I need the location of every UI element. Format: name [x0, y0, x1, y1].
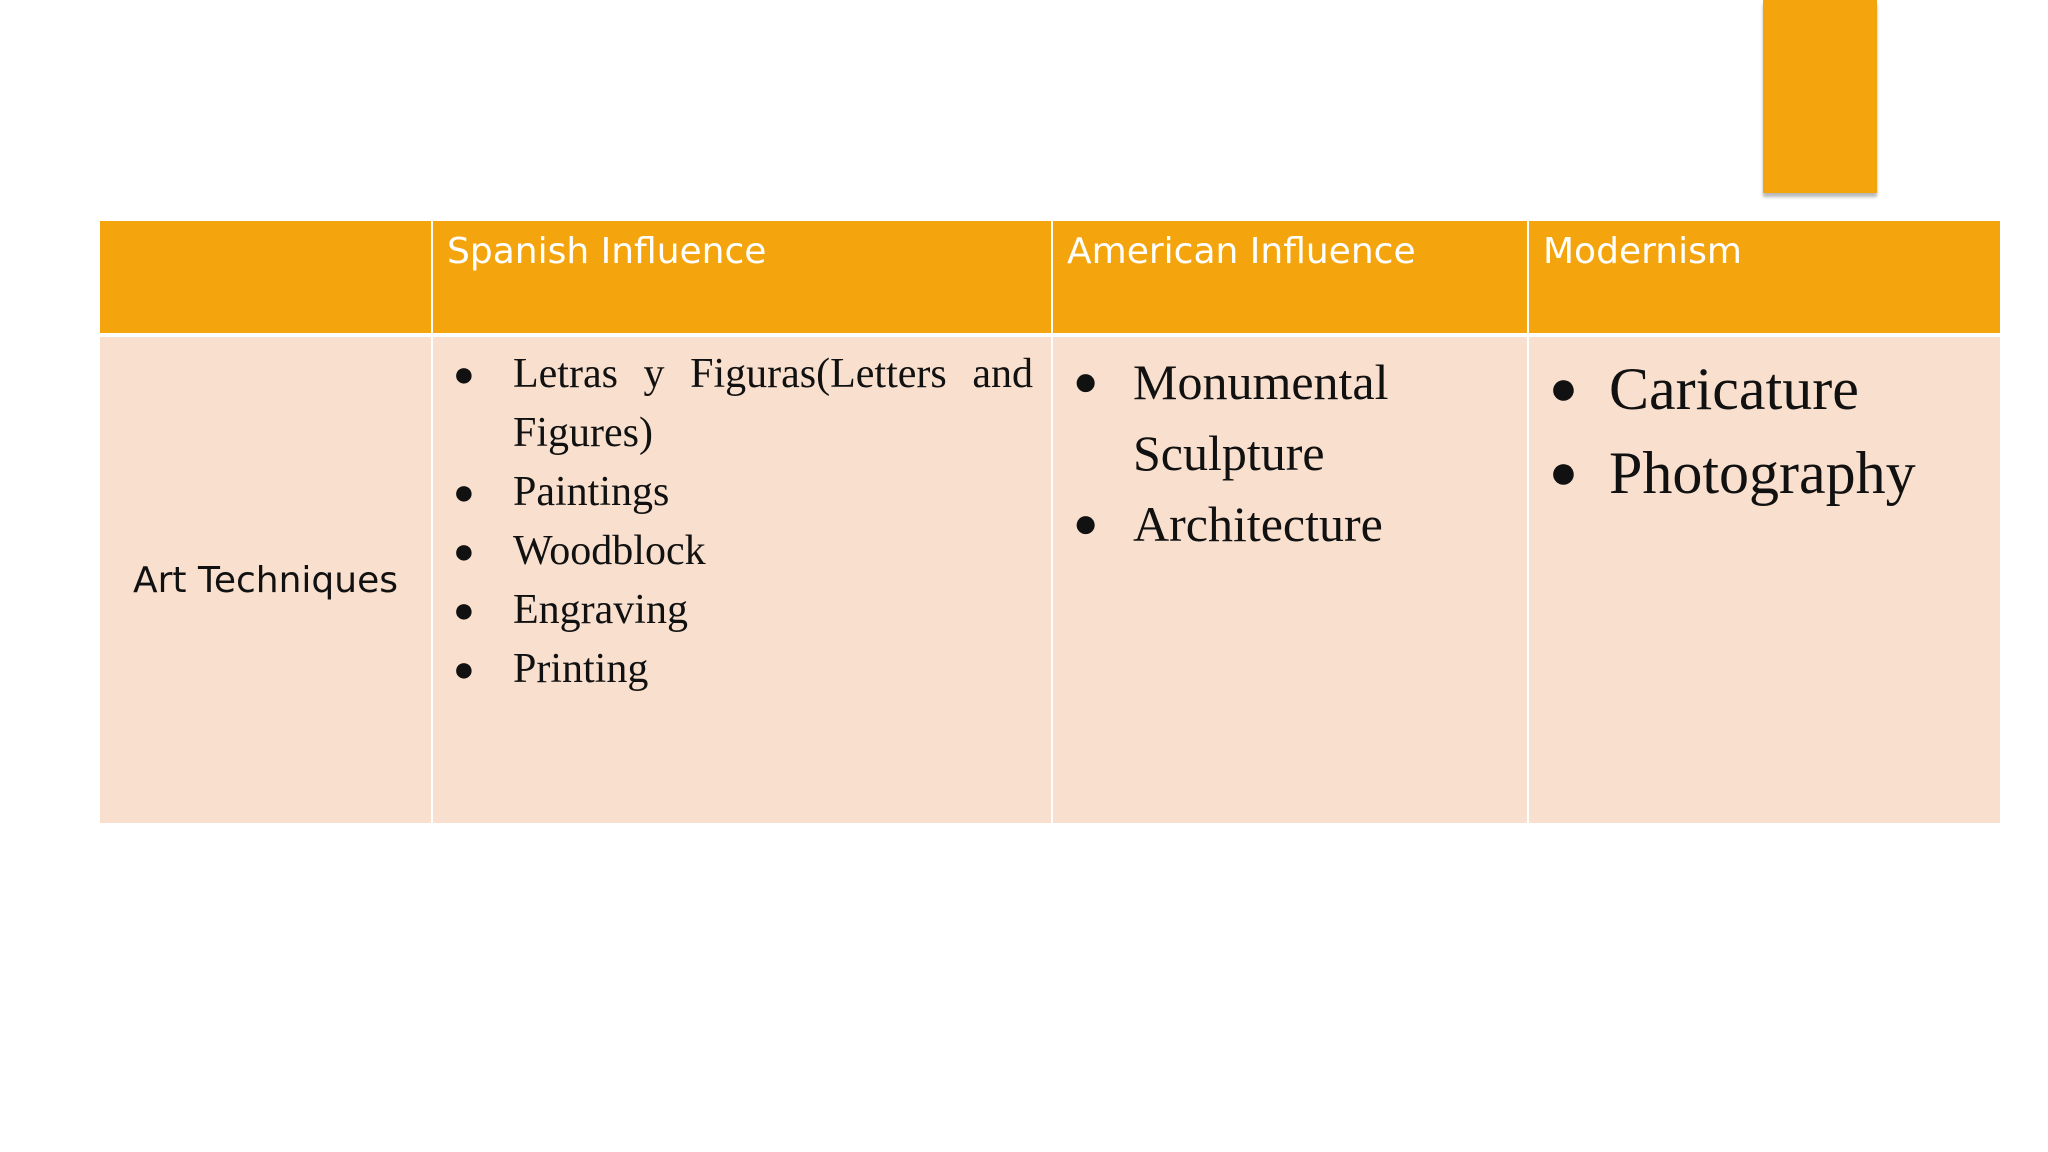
list-item-text: Paintings	[513, 469, 670, 515]
art-influence-table	[98, 219, 2002, 825]
cell-american-influence	[1052, 335, 1528, 824]
header-cell-empty	[99, 220, 432, 335]
bullet-icon: ●	[453, 590, 475, 630]
bullet-icon: ●	[453, 472, 475, 512]
bullet-icon: ●	[453, 531, 475, 571]
spanish-influence-list	[433, 337, 1051, 699]
cell-modernism	[1528, 335, 2001, 824]
list-item-text: Letras y Figuras(Letters and Figures)	[513, 351, 1033, 456]
list-item	[453, 522, 1033, 581]
list-item-text: Photography	[1609, 440, 1916, 506]
bullet-icon: ●	[1549, 362, 1578, 415]
list-item	[1073, 489, 1509, 560]
modernism-list	[1529, 337, 2000, 515]
header-spanish-influence: Spanish Influence	[432, 220, 1052, 335]
list-item	[453, 463, 1033, 522]
list-item-text: Printing	[513, 646, 649, 692]
list-item	[453, 581, 1033, 640]
list-item	[453, 345, 1033, 463]
list-item-text: Monumental Sculpture	[1133, 354, 1389, 481]
bullet-icon: ●	[1073, 501, 1099, 547]
header-modernism: Modernism	[1528, 220, 2001, 335]
list-item-text: Woodblock	[513, 528, 706, 574]
american-influence-list	[1053, 337, 1527, 560]
accent-tab	[1763, 0, 1877, 193]
bullet-icon: ●	[453, 649, 475, 689]
header-american-influence: American Influence	[1052, 220, 1528, 335]
bullet-icon: ●	[1549, 446, 1578, 499]
list-item-text: Engraving	[513, 587, 688, 633]
list-item-text: Caricature	[1609, 356, 1859, 422]
list-item-text: Architecture	[1133, 496, 1383, 552]
bullet-icon: ●	[453, 354, 475, 394]
header-row	[99, 220, 2001, 335]
list-item	[1073, 347, 1509, 489]
table-row	[99, 335, 2001, 824]
list-item	[1549, 431, 1986, 515]
cell-spanish-influence	[432, 335, 1052, 824]
list-item	[453, 640, 1033, 699]
row-label-art-techniques: Art Techniques	[99, 335, 432, 824]
list-item	[1549, 347, 1986, 431]
bullet-icon: ●	[1073, 359, 1099, 405]
